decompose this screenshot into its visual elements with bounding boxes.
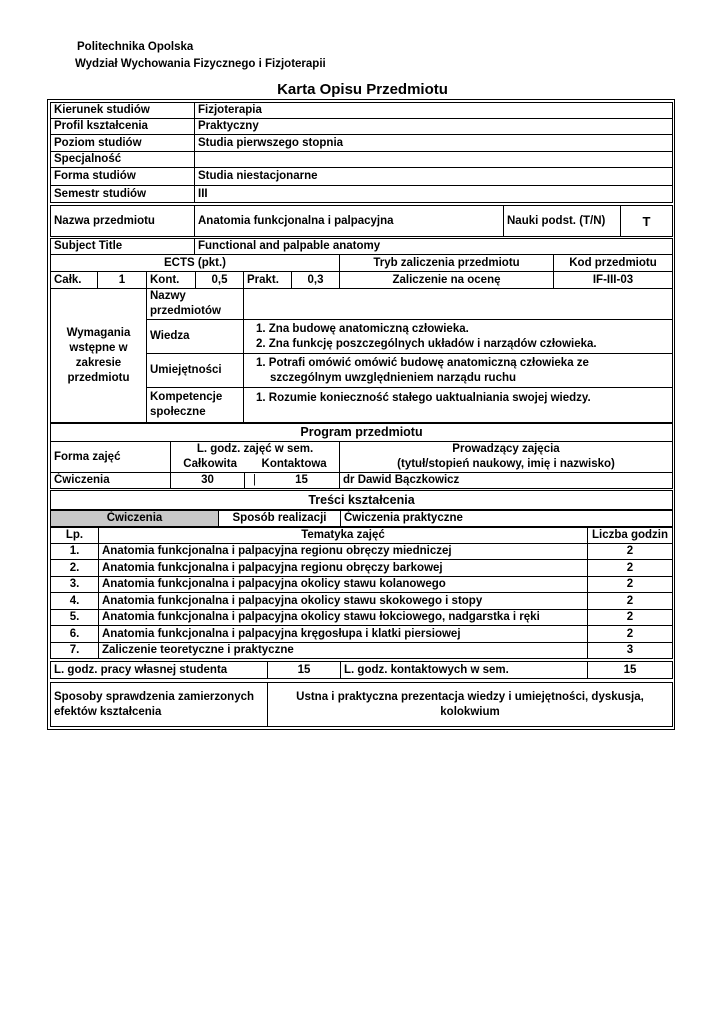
specjalnosc-value bbox=[194, 151, 673, 168]
lp-header: Lp. bbox=[50, 527, 99, 544]
praca-wlasna-value: 15 bbox=[267, 661, 341, 679]
tryb-header: Tryb zaliczenia przedmiotu bbox=[339, 254, 554, 272]
calk-label: Całk. bbox=[50, 271, 98, 289]
sposoby-sprawdzenia-label bbox=[50, 682, 268, 727]
program-title: Program przedmiotu bbox=[50, 423, 673, 442]
kompetencje-value: 1. Rozumie konieczność stałego uaktualniania swojej wiedzy. bbox=[243, 387, 673, 423]
wymagania-line-2: wstępne w bbox=[69, 341, 128, 354]
godz-kontaktowe-label: L. godz. kontaktowych w sem. bbox=[340, 661, 588, 679]
topic-lp: 7. bbox=[50, 642, 99, 659]
semestr-label: Semestr studiów bbox=[50, 185, 195, 203]
university-name: Politechnika Opolska bbox=[77, 41, 194, 53]
prowadzacy-header bbox=[339, 441, 673, 473]
nazwa-label: Nazwa przedmiotu bbox=[50, 205, 195, 237]
calk-value: 1 bbox=[97, 271, 147, 289]
topic-name: Anatomia funkcjonalna i palpacyjna okolicy stawu skokowego i stopy bbox=[98, 592, 588, 610]
topic-hours: 2 bbox=[587, 609, 673, 626]
topic-hours: 2 bbox=[587, 543, 673, 560]
nazwy-przedmiotow-value bbox=[243, 288, 673, 320]
liczba-godzin-header: Liczba godzin bbox=[587, 527, 673, 544]
godz-sublabels bbox=[171, 457, 339, 472]
faculty-name: Wydział Wychowania Fizycznego i Fizjoterapii bbox=[75, 58, 326, 70]
program-row-kontaktowa: 15 bbox=[264, 472, 340, 489]
umiejetnosci-item-1-cont: szczególnym uwzględnieniem narządu ruchu bbox=[270, 371, 517, 384]
tresci-forma: Ćwiczenia bbox=[50, 510, 219, 527]
prowadzacy-sublabel: (tytuł/stopień naukowy, imię i nazwisko) bbox=[397, 458, 615, 470]
kompetencje-label bbox=[146, 387, 244, 423]
prakt-value: 0,3 bbox=[291, 271, 340, 289]
semestr-value: III bbox=[194, 185, 673, 203]
poziom-value: Studia pierwszego stopnia bbox=[194, 134, 673, 152]
topic-lp: 5. bbox=[50, 609, 99, 626]
godz-label: L. godz. zajęć w sem. bbox=[196, 443, 314, 455]
sposoby-label-line-2: efektów kształcenia bbox=[54, 705, 162, 718]
kierunek-value: Fizjoterapia bbox=[194, 102, 673, 119]
topic-lp: 3. bbox=[50, 576, 99, 593]
kod-header: Kod przedmiotu bbox=[553, 254, 673, 272]
profil-value: Praktyczny bbox=[194, 118, 673, 135]
profil-label: Profil kształcenia bbox=[50, 118, 195, 135]
program-row-forma: Ćwiczenia bbox=[50, 472, 171, 489]
kod-value: IF-III-03 bbox=[553, 271, 673, 289]
forma-studiow-label: Forma studiów bbox=[50, 167, 195, 186]
kierunek-label: Kierunek studiów bbox=[50, 102, 195, 119]
nazwy-line-2: przedmiotów bbox=[150, 305, 221, 317]
godz-kontaktowe-value: 15 bbox=[587, 661, 673, 679]
sposob-label: Sposób realizacji bbox=[218, 510, 341, 527]
wymagania-line-1: Wymagania bbox=[66, 326, 131, 339]
nauki-value: T bbox=[620, 205, 673, 237]
topic-hours: 2 bbox=[587, 625, 673, 643]
tresci-title: Treści kształcenia bbox=[50, 490, 673, 510]
sposoby-sprawdzenia-value bbox=[267, 682, 673, 727]
nazwy-przedmiotow-label bbox=[146, 288, 244, 320]
godz-header bbox=[170, 441, 340, 473]
program-row-calkowita: 30 bbox=[170, 472, 245, 489]
document-title: Karta Opisu Przedmiotu bbox=[277, 81, 448, 98]
subject-title-value: Functional and palpable anatomy bbox=[194, 238, 673, 255]
prowadzacy-label: Prowadzący zajęcia bbox=[452, 443, 560, 455]
nauki-label: Nauki podst. (T/N) bbox=[503, 205, 621, 237]
ects-header: ECTS (pkt.) bbox=[50, 254, 340, 272]
topic-name: Anatomia funkcjonalna i palpacyjna regionu obręczy barkowej bbox=[98, 559, 588, 577]
nazwa-value: Anatomia funkcjonalna i palpacyjna bbox=[194, 205, 504, 237]
topic-name: Anatomia funkcjonalna i palpacyjna okolicy stawu łokciowego, nadgarstka i ręki bbox=[98, 609, 588, 626]
topic-hours: 3 bbox=[587, 642, 673, 659]
subject-title-label: Subject Title bbox=[50, 238, 195, 255]
kompetencje-line-1: Kompetencje bbox=[150, 391, 223, 403]
wymagania-label bbox=[50, 288, 147, 423]
wiedza-item-1: 1. Zna budowę anatomiczną człowieka. bbox=[256, 322, 469, 335]
topic-lp: 6. bbox=[50, 625, 99, 643]
calkowita-label: Całkowita bbox=[183, 458, 237, 470]
forma-studiow-value: Studia niestacjonarne bbox=[194, 167, 673, 186]
sposoby-value-line-2: kolokwium bbox=[440, 705, 500, 718]
topic-hours: 2 bbox=[587, 592, 673, 610]
kont-value: 0,5 bbox=[195, 271, 244, 289]
poziom-label: Poziom studiów bbox=[50, 134, 195, 152]
specjalnosc-label: Specjalność bbox=[50, 151, 195, 168]
wymagania-line-4: przedmiotu bbox=[67, 371, 130, 384]
sposoby-value-line-1: Ustna i praktyczna prezentacja wiedzy i umiejętności, dyskusja, bbox=[296, 690, 644, 703]
topic-lp: 1. bbox=[50, 543, 99, 560]
topic-name: Anatomia funkcjonalna i palpacyjna okolicy stawu kolanowego bbox=[98, 576, 588, 593]
umiejetnosci-item-1: 1. Potrafi omówić omówić budowę anatomiczną człowieka ze bbox=[256, 356, 589, 369]
topic-hours: 2 bbox=[587, 576, 673, 593]
topic-name: Anatomia funkcjonalna i palpacyjna kręgosłupa i klatki piersiowej bbox=[98, 625, 588, 643]
tryb-value: Zaliczenie na ocenę bbox=[339, 271, 554, 289]
topic-hours: 2 bbox=[587, 559, 673, 577]
prakt-label: Prakt. bbox=[243, 271, 292, 289]
topic-lp: 4. bbox=[50, 592, 99, 610]
forma-zajec-label: Forma zajęć bbox=[50, 441, 171, 473]
sposob-value: Ćwiczenia praktyczne bbox=[340, 510, 673, 527]
program-row-separator: | bbox=[244, 472, 265, 489]
nazwy-line-1: Nazwy bbox=[150, 290, 186, 302]
wiedza-value bbox=[243, 319, 673, 354]
topic-name: Anatomia funkcjonalna i palpacyjna regionu obręczy miedniczej bbox=[98, 543, 588, 560]
praca-wlasna-label: L. godz. pracy własnej studenta bbox=[50, 661, 268, 679]
topic-lp: 2. bbox=[50, 559, 99, 577]
sposoby-label-line-1: Sposoby sprawdzenia zamierzonych bbox=[54, 690, 255, 703]
kompetencje-line-2: społeczne bbox=[150, 406, 206, 418]
umiejetnosci-label: Umiejętności bbox=[146, 353, 244, 388]
kontaktowa-label: Kontaktowa bbox=[261, 458, 327, 470]
kont-label: Kont. bbox=[146, 271, 196, 289]
wiedza-label: Wiedza bbox=[146, 319, 244, 354]
program-row-prowadzacy: dr Dawid Bączkowicz bbox=[339, 472, 673, 489]
wiedza-item-2: 2. Zna funkcję poszczególnych układów i narządów człowieka. bbox=[256, 337, 597, 350]
tematyka-header: Tematyka zajęć bbox=[98, 527, 588, 544]
umiejetnosci-value bbox=[243, 353, 673, 388]
topic-name: Zaliczenie teoretyczne i praktyczne bbox=[98, 642, 588, 659]
wymagania-line-3: zakresie bbox=[75, 356, 122, 369]
